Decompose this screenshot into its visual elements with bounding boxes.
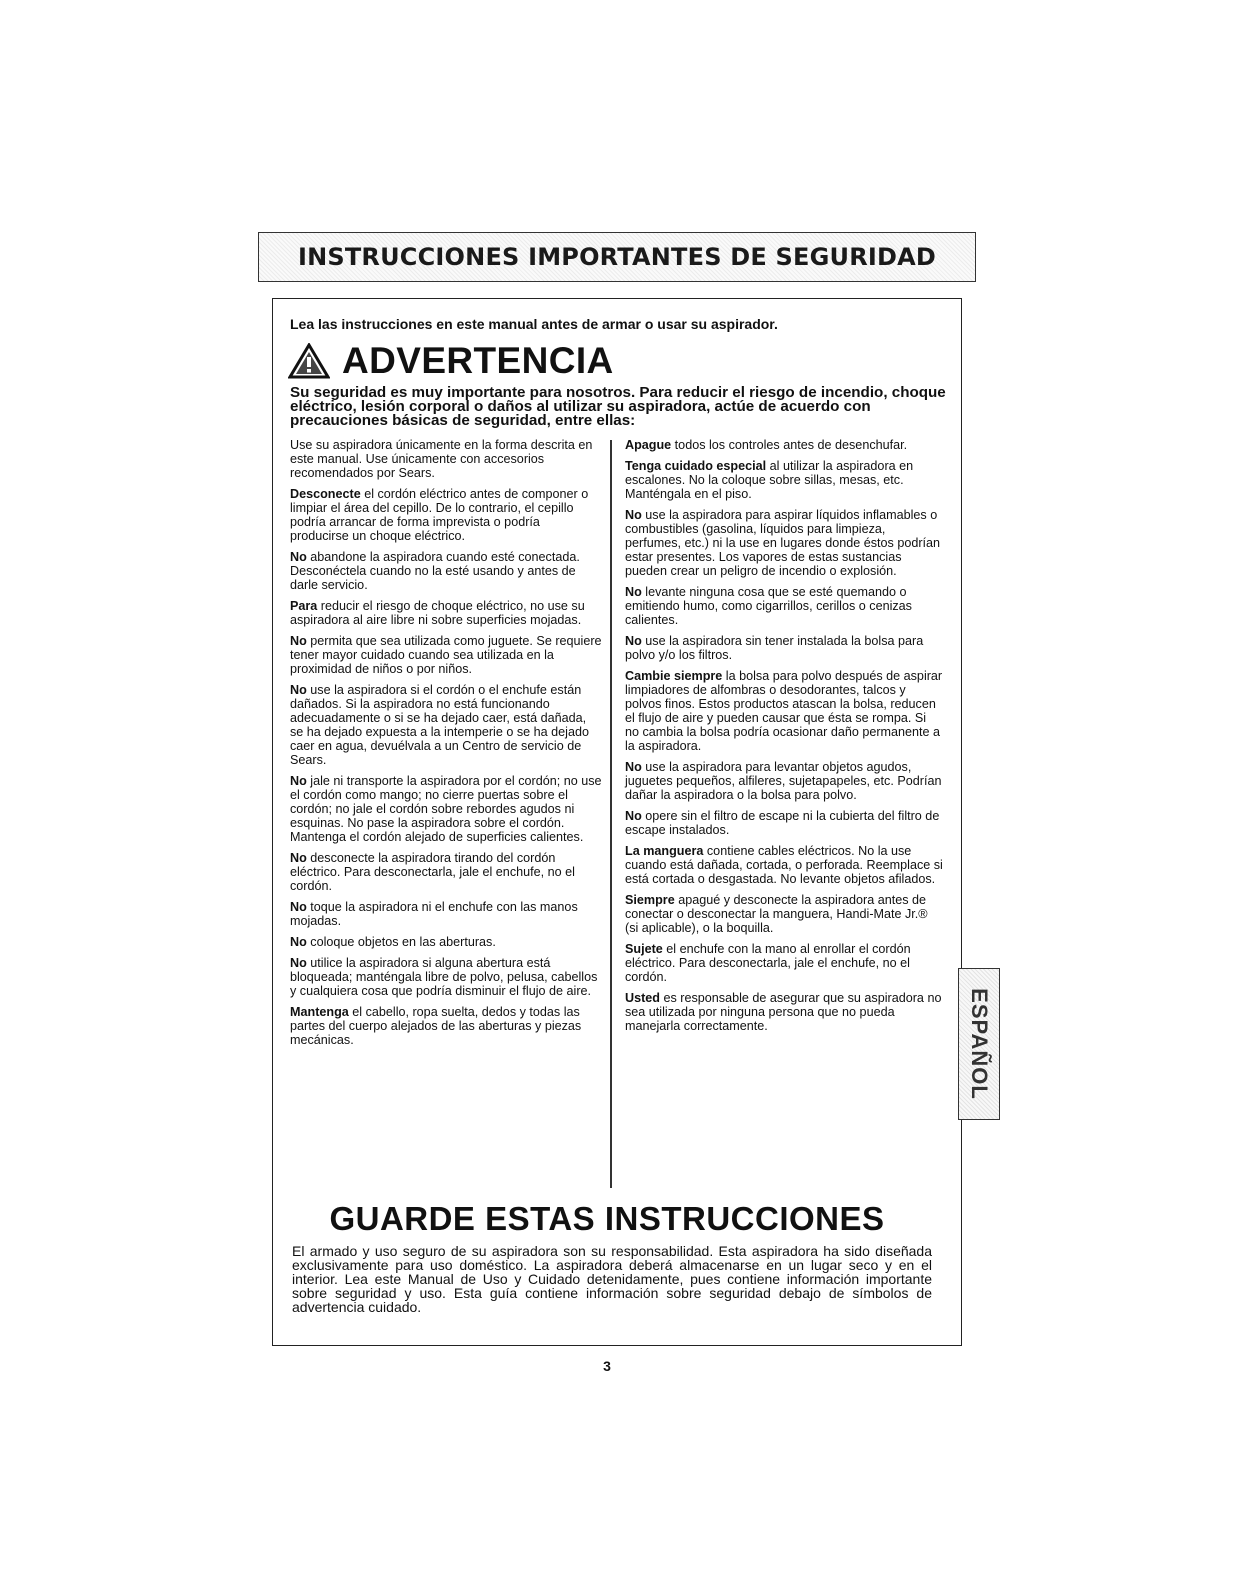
safety-item [625, 844, 943, 886]
safety-item-lead: Tenga cuidado especial [625, 459, 767, 473]
safety-item-lead: Cambie siempre [625, 669, 723, 683]
safety-item-text: el cabello, ropa suelta, dedos y todas las partes del cuerpo alejados de las aberturas y piezas mecánicas. [290, 1005, 582, 1047]
safety-item-text: apagué y desconecte la aspiradora antes de conectar o desconectar la manguera, Handi-Mate Jr.® (si aplicable), o la boquilla. [625, 893, 928, 935]
warning-title: ADVERTENCIA [342, 340, 614, 381]
safety-item-lead: Usted [625, 991, 660, 1005]
safety-item-lead: No [290, 774, 307, 788]
safety-item [625, 991, 943, 1033]
safety-item [290, 935, 602, 949]
safety-item-text: el enchufe con la mano al enrollar el cordón eléctrico. Para desconectarla, jale el enchufe, no el cordón. [625, 942, 911, 984]
safety-item-lead: No [625, 585, 642, 599]
safety-item-text: use la aspiradora si el cordón o el enchufe están dañados. Si la aspiradora no está funcionando adecuadamente o si se ha dejado caer, está dañada, se ha dejado expuesta a la intemperie o se ha dejado caer en agua, devuélvala a un Centro de servicio de Sears. [290, 683, 589, 767]
safety-item-lead: No [625, 809, 642, 823]
safety-item-text: contiene cables eléctricos. No la use cuando está dañada, cortada, o perforada. Reemplace si está cortada o desgastada. No levante objetos afilados. [625, 844, 943, 886]
left-column [290, 438, 602, 1054]
safety-item-lead: Siempre [625, 893, 675, 907]
safety-item-text: use la aspiradora para levantar objetos agudos, juguetes pequeños, alfileres, sujetapapeles, etc. Podrían dañar la aspiradora o la bolsa para polvo. [625, 760, 942, 802]
safety-item-lead: No [625, 634, 642, 648]
safety-item [625, 438, 943, 452]
safety-item [625, 942, 943, 984]
safety-item [625, 893, 943, 935]
safety-item [625, 760, 943, 802]
safety-item-lead: No [290, 851, 307, 865]
page-title: INSTRUCCIONES IMPORTANTES DE SEGURIDAD [297, 243, 937, 271]
safety-item-text: permita que sea utilizada como juguete. Se requiere tener mayor cuidado cuando sea utilizada en la proximidad de niños o por niños. [290, 634, 602, 676]
safety-item [625, 669, 943, 753]
guard-body: El armado y uso seguro de su aspiradora son su responsabilidad. Esta aspiradora ha sido diseñada exclusivamente para uso doméstico. La aspiradora deberá almacenarse en un lugar seco y en el interior. Lea este Manual de Uso y Cuidado detenidamente, pues contiene información importante sobre seguridad y uso. Esta guía contiene información sobre seguridad debajo de símbolos de advertencia cuidado. [292, 1243, 932, 1315]
side-tab-label: ESPAÑOL [967, 988, 992, 1100]
safety-item-lead: No [290, 900, 307, 914]
safety-item [625, 809, 943, 837]
safety-item-lead: Sujete [625, 942, 663, 956]
safety-item-text: levante ninguna cosa que se esté quemando o emitiendo humo, como cigarrillos, cerillos o cenizas calientes. [625, 585, 912, 627]
safety-item-text: el cordón eléctrico antes de componer o limpiar el área del cepillo. De lo contrario, el cepillo podría arrancar de forma imprevista o podría producirse un choque eléctrico. [290, 487, 589, 543]
safety-item-lead: No [290, 935, 307, 949]
safety-item [290, 900, 602, 928]
safety-item-text: reducir el riesgo de choque eléctrico, no use su aspiradora al aire libre ni sobre superficies mojadas. [290, 599, 585, 627]
safety-item [625, 634, 943, 662]
safety-item-text: jale ni transporte la aspiradora por el cordón; no use el cordón como mango; no cierre puertas sobre el cordón; no jale el cordón sobre rebordes agudos ni esquinas. No pase la aspiradora sobre el cordón. Mantenga el cordón alejado de superficies calientes. [290, 774, 602, 844]
safety-item-text: use la aspiradora sin tener instalada la bolsa para polvo y/o los filtros. [625, 634, 924, 662]
safety-item-lead: Mantenga [290, 1005, 349, 1019]
intro-text: Lea las instrucciones en este manual antes de armar o usar su aspirador. [290, 316, 778, 332]
safety-item-text: es responsable de asegurar que su aspiradora no sea utilizada por ninguna persona que no pueda manejarla correctamente. [625, 991, 942, 1033]
safety-item-lead: La manguera [625, 844, 704, 858]
right-column [625, 438, 943, 1040]
safety-item-text: coloque objetos en las aberturas. [306, 935, 496, 949]
safety-item-text: al utilizar la aspiradora en escalones. No la coloque sobre sillas, mesas, etc. Manténgala en el piso. [625, 459, 914, 501]
safety-item [290, 487, 602, 543]
safety-item-lead: No [290, 634, 307, 648]
safety-item-text: Use su aspiradora únicamente en la forma descrita en este manual. Use únicamente con accesorios recomendados por Sears. [290, 438, 593, 480]
safety-item-text: la bolsa para polvo después de aspirar limpiadores de alfombras o desodorantes, talcos y polvos finos. Estos productos atascan la bolsa, reducen el flujo de aire y pueden causar que ésta se rompa. Si no cambia la bolsa podría ocasionar daño permanente a la aspiradora. [625, 669, 943, 753]
safety-item [290, 599, 602, 627]
safety-item-text: todos los controles antes de desenchufar. [671, 438, 908, 452]
safety-item [625, 508, 943, 578]
language-side-tab [958, 968, 1000, 1120]
warning-triangle-icon [288, 343, 330, 379]
safety-item-lead: Para [290, 599, 318, 613]
safety-item [290, 774, 602, 844]
safety-item-text: desconecte la aspiradora tirando del cordón eléctrico. Para desconectarla, jale el enchufe, no el cordón. [290, 851, 575, 893]
safety-item [625, 585, 943, 627]
safety-item-text: toque la aspiradora ni el enchufe con las manos mojadas. [290, 900, 578, 928]
safety-item-lead: No [625, 760, 642, 774]
safety-item-text: utilice la aspiradora si alguna abertura está bloqueada; manténgala libre de polvo, pelusa, cabellos y cualquiera cosa que podría disminuir el flujo de aire. [290, 956, 598, 998]
safety-item-text: opere sin el filtro de escape ni la cubierta del filtro de escape instalados. [625, 809, 940, 837]
safety-item [290, 851, 602, 893]
safety-item-lead: No [625, 508, 642, 522]
warning-lead: Su seguridad es muy importante para nosotros. Para reducir el riesgo de incendio, choque eléctrico, lesión corporal o daños al utilizar su aspiradora, actúe de acuerdo con precauciones básicas de seguridad, entre ellas: [290, 384, 946, 429]
safety-item [290, 550, 602, 592]
safety-item-lead: No [290, 683, 307, 697]
guard-title: GUARDE ESTAS INSTRUCCIONES [329, 1200, 885, 1237]
title-banner [258, 232, 976, 282]
safety-item-lead: Apague [625, 438, 672, 452]
column-divider [610, 440, 612, 1188]
safety-item [290, 956, 602, 998]
safety-item [290, 1005, 602, 1047]
safety-item-lead: No [290, 550, 307, 564]
safety-item-text: use la aspiradora para aspirar líquidos inflamables o combustibles (gasolina, líquidos para limpieza, perfumes, etc.) ni la use en lugares donde éstos podrían estar presentes. Los vapores de estas sustancias pueden crear un peligro de incendio o explosión. [625, 508, 941, 578]
safety-item [290, 634, 602, 676]
safety-item [290, 683, 602, 767]
safety-item-lead: No [290, 956, 307, 970]
safety-item-text: abandone la aspiradora cuando esté conectada. Desconéctela cuando no la esté usando y antes de darle servicio. [290, 550, 580, 592]
page-number: 3 [603, 1358, 611, 1374]
warning-heading [288, 336, 614, 386]
safety-item [625, 459, 943, 501]
safety-item [290, 438, 602, 480]
safety-item-lead: Desconecte [290, 487, 361, 501]
